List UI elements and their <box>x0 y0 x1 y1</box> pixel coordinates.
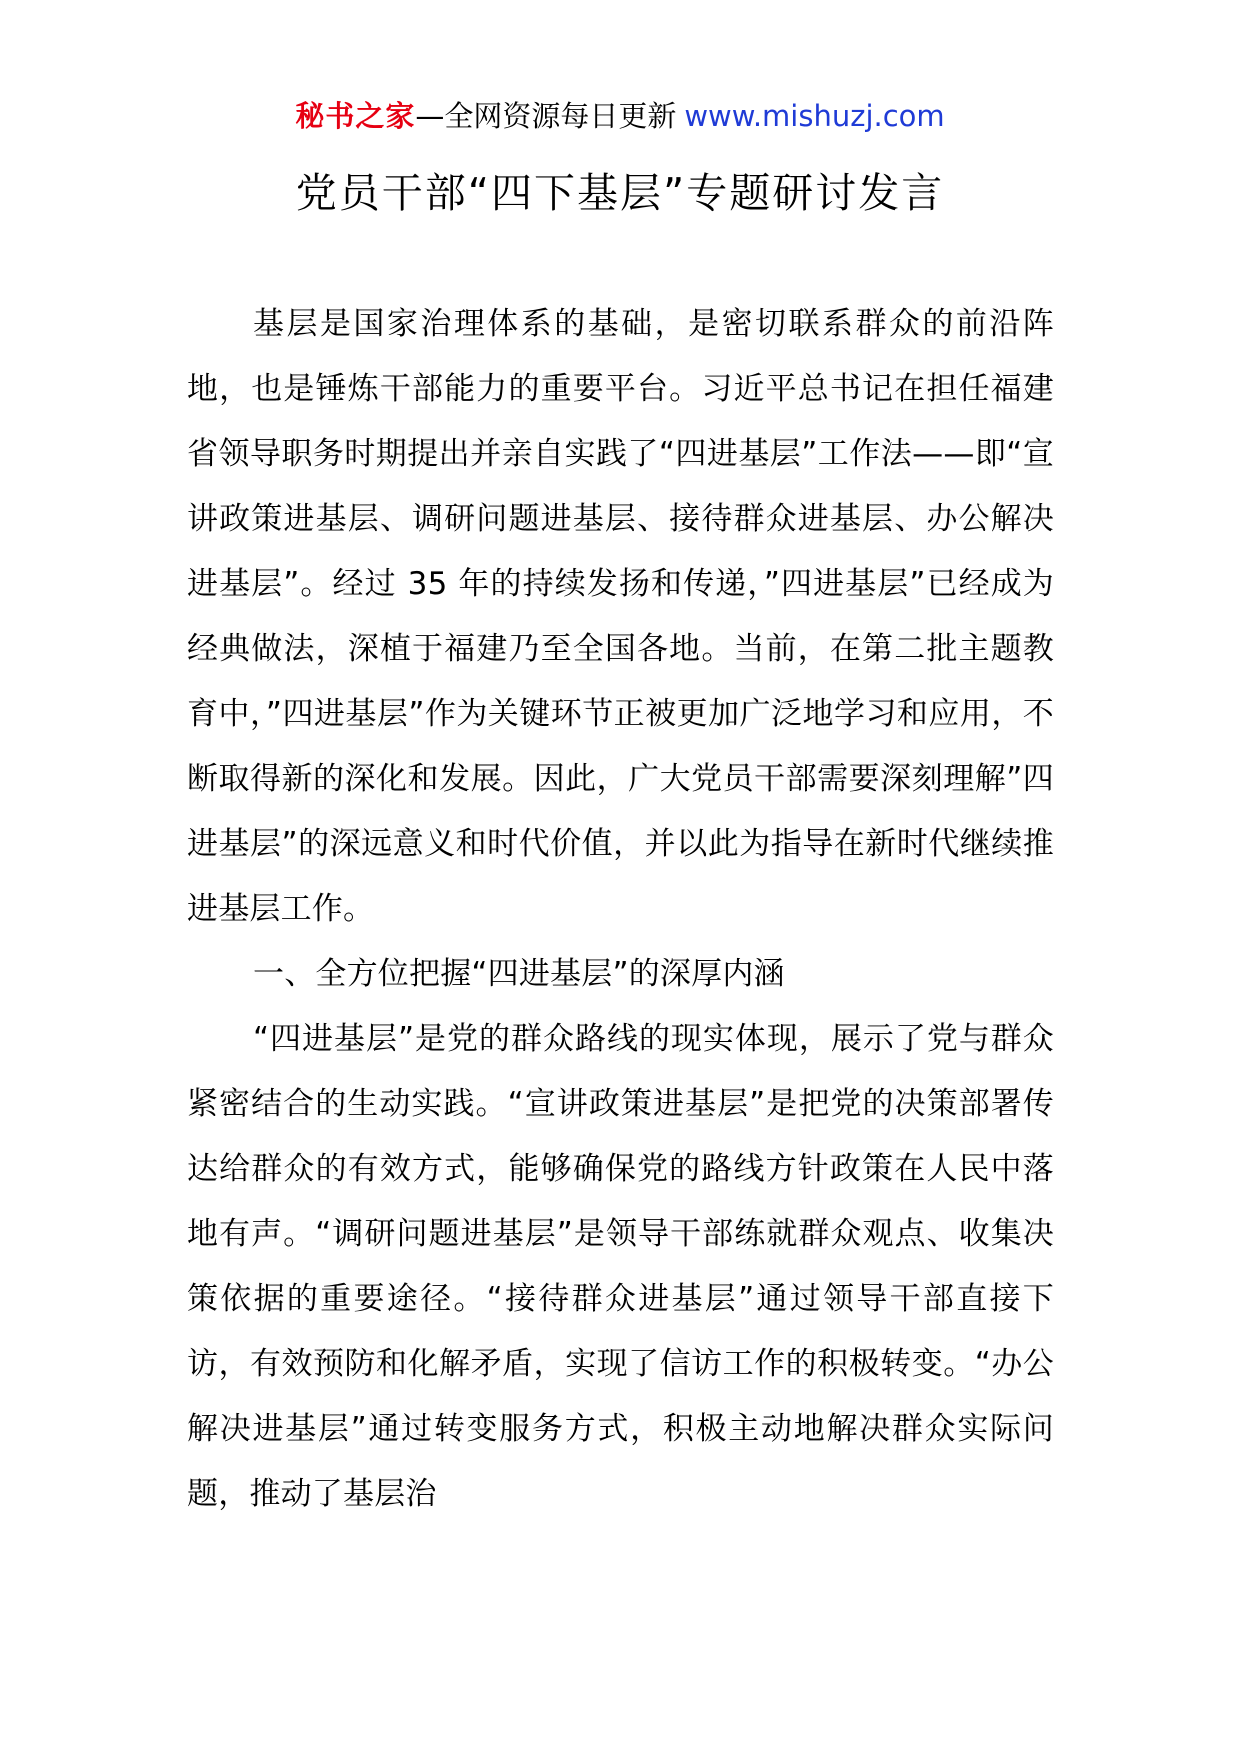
site-brand: 秘书之家 <box>295 99 416 133</box>
body-paragraph: “四进基层”是党的群众路线的现实体现，展示了党与群众紧密结合的生动实践。“宣讲政策进基层”是把党的决策部署传达给群众的有效方式，能够确保党的路线方针政策在人民中落地有声。“调研问题进基层”是领导干部练就群众观点、收集决策依据的重要途径。“接待群众进基层”通过领导干部直接下访，有效预防和化解矛盾，实现了信访工作的积极转变。“办公解决进基层”通过转变服务方式，积极主动地解决群众实际问题，推动了基层治 <box>187 1021 1054 1512</box>
document-body <box>187 292 1054 1527</box>
intro-paragraph: 基层是国家治理体系的基础，是密切联系群众的前沿阵地，也是锤炼干部能力的重要平台。习近平总书记在担任福建省领导职务时期提出并亲自实践了“四进基层”工作法——即“宣讲政策进基层、调研问题进基层、接待群众进基层、办公解决进基层”。经过 35 年的持续发扬和传递，”四进基层”已经成为经典做法，深植于福建乃至全国各地。当前，在第二批主题教育中，”四进基层”作为关键环节正被更加广泛地学习和应用，不断取得新的深化和发展。因此，广大党员干部需要深刻理解”四进基层”的深远意义和时代价值，并以此为指导在新时代继续推进基层工作。 <box>187 306 1054 927</box>
section-heading: 一、全方位把握“四进基层”的深厚内涵 <box>253 956 785 992</box>
site-tagline: —全网资源每日更新 <box>415 99 677 133</box>
site-url-link[interactable]: www.mishuzj.com <box>684 99 945 133</box>
site-header <box>0 98 1240 134</box>
document-title: 党员干部“四下基层”专题研讨发言 <box>295 169 945 217</box>
